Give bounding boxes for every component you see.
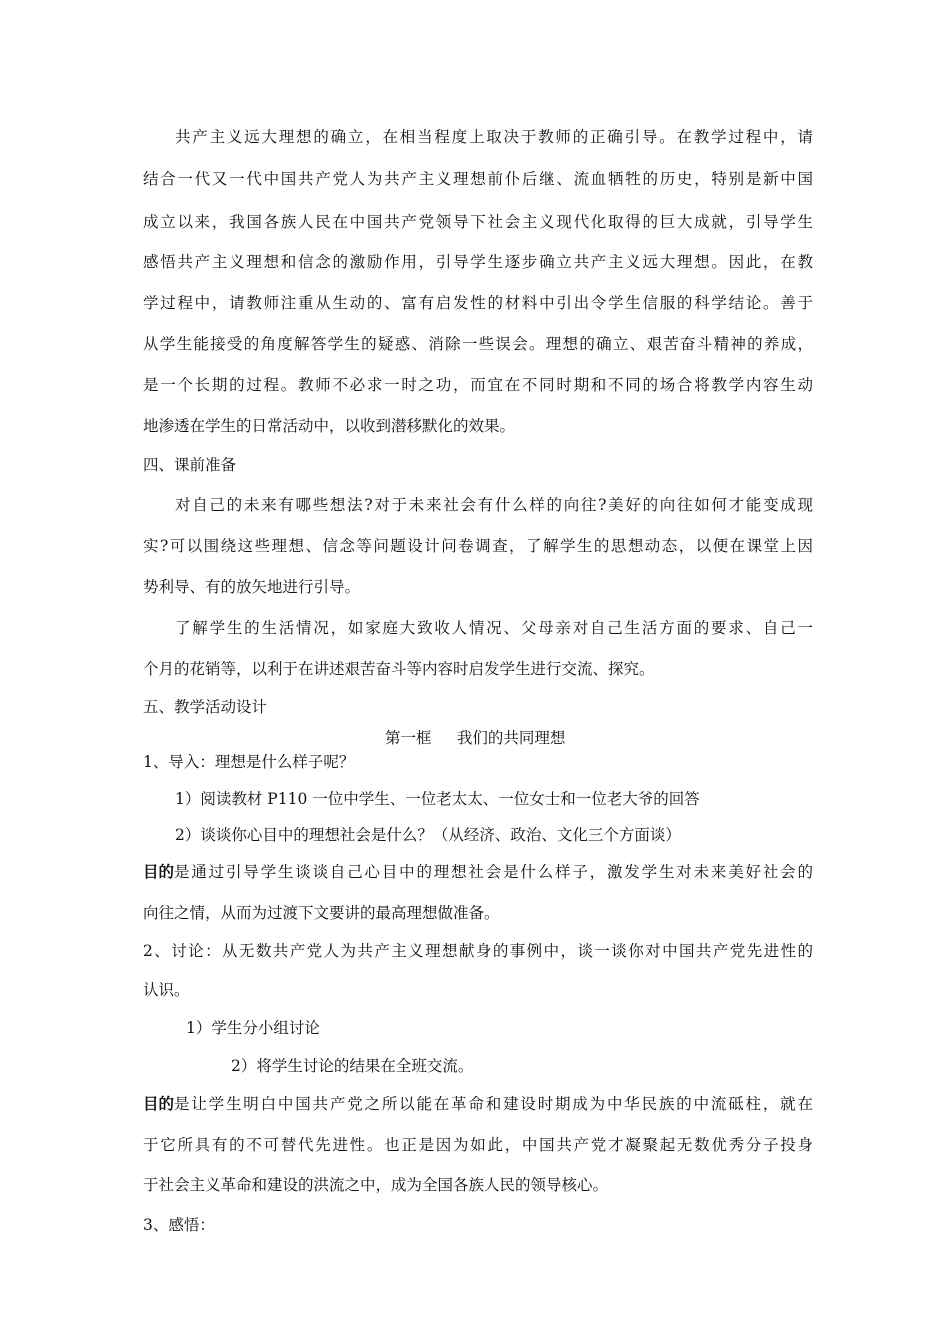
paragraph-line: 于社会主义革命和建设的洪流之中，成为全国各族人民的领导核心。 bbox=[143, 1176, 609, 1194]
paragraph-line: 地渗透在学生的日常活动中，以收到潜移默化的效果。 bbox=[143, 417, 516, 435]
section-heading: 四、课前准备 bbox=[143, 456, 237, 474]
purpose-line bbox=[143, 1094, 813, 1114]
list-item: 3、感悟： bbox=[143, 1216, 215, 1234]
paragraph-line: 结合一代又一代中国共产党人为共产主义理想前仆后继、流血牺牲的历史，特别是新中国 bbox=[143, 170, 813, 188]
paragraph-line: 共产主义远大理想的确立，在相当程度上取决于教师的正确引导。在教学过程中，请 bbox=[175, 128, 813, 146]
paragraph-line: 是一个长期的过程。教师不必求一时之功，而宜在不同时期和不同的场合将教学内容生动 bbox=[143, 376, 813, 394]
purpose-label: 目的 bbox=[143, 862, 175, 881]
paragraph-line: 成立以来，我国各族人民在中国共产党领导下社会主义现代化取得的巨大成就，引导学生 bbox=[143, 213, 813, 231]
sub-item: 1）学生分小组讨论 bbox=[186, 1019, 320, 1037]
paragraph-line: 向往之情，从而为过渡下文要讲的最高理想做准备。 bbox=[143, 904, 500, 922]
purpose-line bbox=[143, 862, 813, 882]
paragraph-line: 了解学生的生活情况，如家庭大致收人情况、父母亲对自己生活方面的要求、自己一 bbox=[175, 619, 813, 637]
purpose-text: 是让学生明白中国共产党之所以能在革命和建设时期成为中华民族的中流砥柱，就在 bbox=[174, 1095, 813, 1113]
purpose-text: 是通过引导学生谈谈自己心目中的理想社会是什么样子，激发学生对未来美好社会的 bbox=[174, 863, 813, 881]
paragraph-line: 实?可以围绕这些理想、信念等问题设计问卷调查，了解学生的思想动态，以便在课堂上因 bbox=[143, 537, 813, 555]
paragraph-line: 个月的花销等，以利于在讲述艰苦奋斗等内容时启发学生进行交流、探究。 bbox=[143, 660, 655, 678]
paragraph-line: 认识。 bbox=[143, 981, 190, 999]
sub-item: 2）谈谈你心目中的理想社会是什么？（从经济、政治、文化三个方面谈） bbox=[175, 826, 681, 844]
paragraph-line: 于它所具有的不可替代先进性。也正是因为如此，中国共产党才凝聚起无数优秀分子投身 bbox=[143, 1136, 813, 1154]
section-heading: 五、教学活动设计 bbox=[143, 698, 268, 716]
paragraph-line: 势利导、有的放矢地进行引导。 bbox=[143, 578, 361, 596]
purpose-label: 目的 bbox=[143, 1094, 175, 1113]
paragraph-line: 学过程中，请教师注重从生动的、富有启发性的材料中引出令学生信服的科学结论。善于 bbox=[143, 294, 813, 312]
sub-item: 2）将学生讨论的结果在全班交流。 bbox=[231, 1057, 474, 1075]
paragraph-line: 对自己的未来有哪些想法?对于未来社会有什么样的向往?美好的向往如何才能变成现 bbox=[175, 496, 813, 514]
list-item: 2、讨论：从无数共产党人为共产主义理想献身的事例中，谈一谈你对中国共产党先进性的 bbox=[143, 942, 813, 960]
paragraph-line: 感悟共产主义理想和信念的激励作用，引导学生逐步确立共产主义远大理想。因此，在教 bbox=[143, 253, 813, 271]
frame-title: 第一框 我们的共同理想 bbox=[385, 729, 566, 747]
sub-item: 1）阅读教材 P110 一位中学生、一位老太太、一位女士和一位老大爷的回答 bbox=[175, 790, 700, 808]
list-item: 1、导入：理想是什么样子呢？ bbox=[143, 753, 355, 771]
paragraph-line: 从学生能接受的角度解答学生的疑惑、消除一些误会。理想的确立、艰苦奋斗精神的养成， bbox=[143, 335, 813, 353]
